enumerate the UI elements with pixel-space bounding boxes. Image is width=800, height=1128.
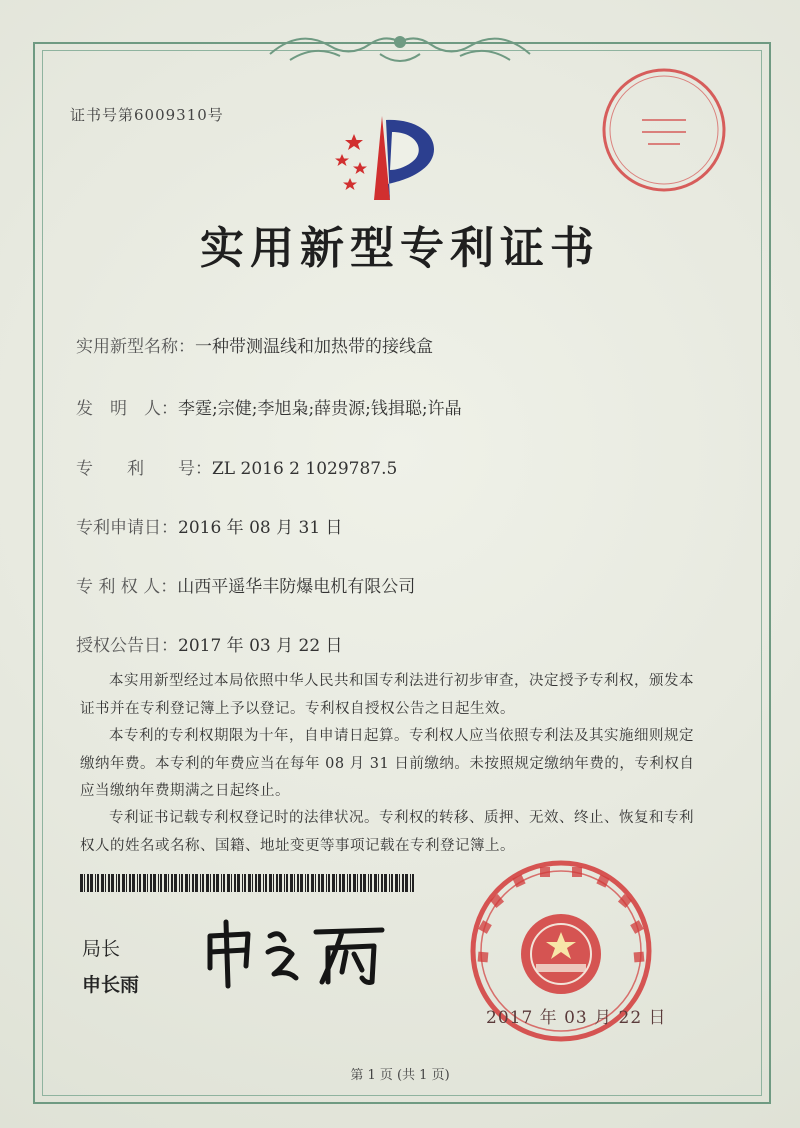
- field-value: 山西平遥华丰防爆电机有限公司: [177, 577, 416, 597]
- field-value: 李霆;宗健;李旭枭;薛贵源;钱揖聪;许晶: [178, 399, 462, 419]
- body-paragraph: 专利证书记载专利权登记时的法律状况。专利权的转移、质押、无效、终止、恢复和专利权人的姓名或名称、国籍、地址变更等事项记载在专利登记簿上。: [80, 810, 694, 854]
- director-name: 申长雨: [82, 974, 140, 996]
- field-value: 一种带测温线和加热带的接线盒: [195, 337, 433, 357]
- field-application-date: [76, 513, 343, 538]
- body-paragraph: 本实用新型经过本局依照中华人民共和国专利法进行初步审查，决定授予专利权，颁发本证书并在专利登记簿上予以登记。专利权自授权公告之日起生效。: [80, 673, 694, 717]
- field-inventors: [76, 394, 462, 419]
- patent-office-logo-icon: [322, 112, 452, 207]
- field-label: 专 利 号：: [76, 459, 212, 479]
- field-patentee: [76, 572, 415, 597]
- field-grant-date: [76, 631, 343, 656]
- decorative-ornament-icon: [260, 24, 540, 76]
- page-number: 第 1 页 (共 1 页): [350, 1068, 450, 1083]
- seal-date: 2017 年 03 月 22 日: [486, 1008, 667, 1028]
- body-paragraph: 本专利的专利权期限为十年，自申请日起算。专利权人应当依照专利法及其实施细则规定缴纳年费。本专利的年费应当在每年 08 月 31 日前缴纳。未按照规定缴纳年费的，专利权自应当缴纳年费期满之日起终止。: [80, 728, 695, 799]
- field-utility-model-name: [76, 332, 433, 357]
- field-value: 2016 年 08 月 31 日: [178, 518, 343, 538]
- field-label: 实用新型名称：: [76, 337, 195, 357]
- field-label: 授权公告日：: [76, 636, 178, 656]
- certificate-number: 证书号第6009310号: [70, 106, 224, 124]
- field-label: 发 明 人：: [76, 399, 178, 419]
- certificate-title: 实用新型专利证书: [200, 223, 600, 274]
- tax-stamp-seal: [598, 64, 730, 196]
- field-label: 专 利 权 人：: [76, 577, 178, 597]
- director-signature: [196, 912, 396, 992]
- director-title: 局长: [82, 938, 121, 960]
- field-label: 专利申请日：: [76, 518, 178, 538]
- field-value: 2017 年 03 月 22 日: [178, 636, 343, 656]
- field-patent-number: [76, 454, 397, 479]
- barcode: [80, 874, 420, 892]
- field-value: ZL 2016 2 1029787.5: [212, 459, 398, 479]
